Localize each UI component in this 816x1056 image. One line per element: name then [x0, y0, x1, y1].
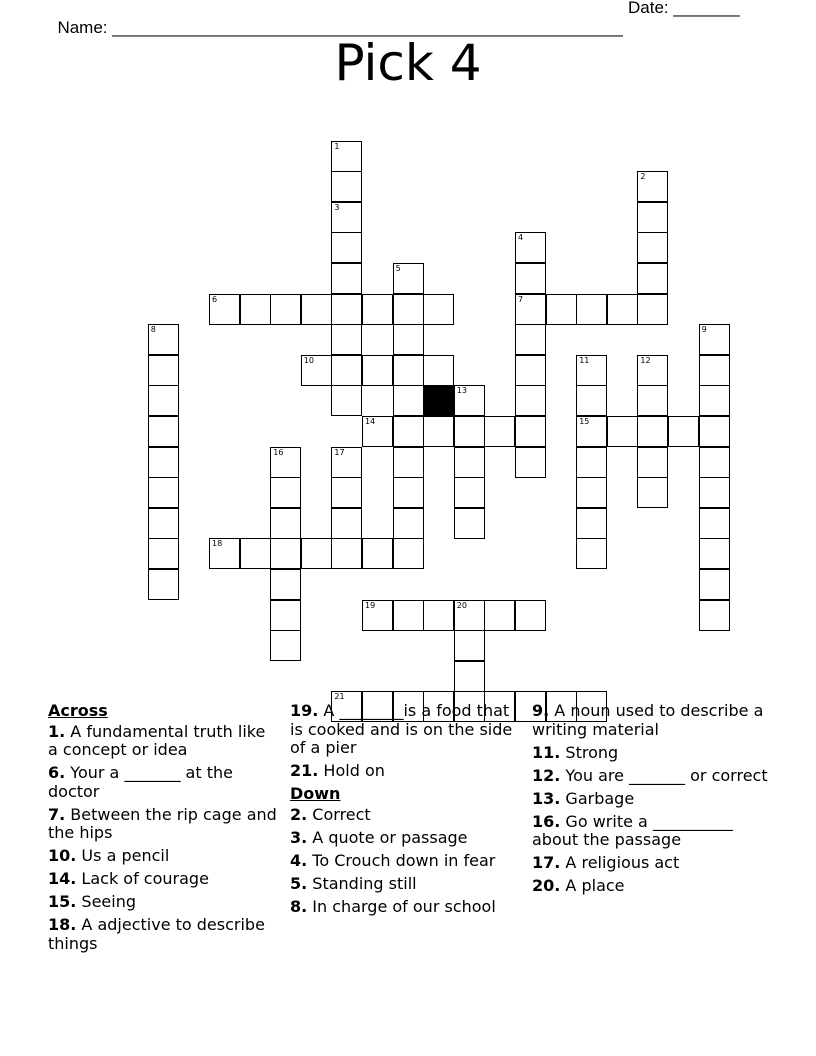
- crossword-cell[interactable]: [576, 416, 607, 447]
- clue-item: [290, 852, 526, 871]
- clue-item: [290, 702, 526, 758]
- crossword-cell[interactable]: [331, 385, 362, 416]
- crossword-cell[interactable]: [148, 508, 179, 539]
- crossword-cell[interactable]: [637, 294, 668, 325]
- crossword-cell[interactable]: [546, 294, 577, 325]
- clue-number: 2: [640, 172, 646, 182]
- crossword-cell[interactable]: [331, 538, 362, 569]
- crossword-cell[interactable]: [148, 385, 179, 416]
- crossword-cell[interactable]: [270, 538, 301, 569]
- clue-number: 6: [212, 294, 218, 304]
- crossword-cell[interactable]: [515, 385, 546, 416]
- crossword-cell[interactable]: [515, 263, 546, 294]
- clue-number-label: 5.: [290, 873, 308, 893]
- crossword-cell[interactable]: [576, 385, 607, 416]
- clue-number: 5: [395, 264, 401, 273]
- clue-text: Seeing: [76, 892, 137, 911]
- clue-text: A place: [560, 876, 625, 895]
- clue-number: 1: [334, 141, 340, 151]
- clue-text: Us a pencil: [76, 846, 170, 865]
- crossword-cell[interactable]: [393, 447, 424, 478]
- clue-number-label: 9.: [532, 701, 550, 720]
- clues-column-1: [48, 702, 280, 958]
- clue-text: Garbage: [560, 788, 635, 808]
- clue-number: 4: [518, 233, 524, 243]
- crossword-cell[interactable]: [331, 324, 362, 355]
- crossword-cell[interactable]: [393, 508, 424, 539]
- crossword-cell[interactable]: [515, 232, 546, 263]
- crossword-cell[interactable]: [454, 508, 485, 539]
- crossword-cell[interactable]: [699, 477, 730, 508]
- clue-number: 12: [640, 355, 651, 365]
- crossword-cell[interactable]: [423, 416, 454, 447]
- crossword-cell[interactable]: [637, 263, 668, 294]
- clue-item: [48, 916, 280, 953]
- clue-item: [290, 875, 526, 894]
- crossword-cell[interactable]: [331, 141, 362, 172]
- crossword-cell[interactable]: [699, 508, 730, 539]
- clue-text: Standing still: [307, 873, 417, 893]
- crossword-cell[interactable]: [454, 600, 485, 631]
- clue-item: [532, 854, 768, 873]
- clue-item: [48, 847, 280, 866]
- clue-text: Go write a __________ about the passage: [532, 811, 733, 849]
- crossword-cell[interactable]: [331, 171, 362, 202]
- clue-text: Between the rip cage and the hips: [48, 804, 277, 842]
- crossword-cell[interactable]: [515, 294, 546, 325]
- crossword-cell[interactable]: [423, 294, 454, 325]
- crossword-cell[interactable]: [270, 447, 301, 478]
- clue-number: 16: [273, 447, 284, 457]
- crossword-cell[interactable]: [699, 416, 730, 447]
- crossword-cell[interactable]: [331, 477, 362, 508]
- crossword-cell[interactable]: [576, 447, 607, 478]
- crossword-cell[interactable]: [637, 355, 668, 386]
- clue-item: [532, 744, 768, 763]
- crossword-cell[interactable]: [209, 294, 240, 325]
- crossword-cell[interactable]: [148, 355, 179, 386]
- crossword-cell[interactable]: [148, 569, 179, 600]
- crossword-cell[interactable]: [454, 447, 485, 478]
- crossword-cell[interactable]: [331, 508, 362, 539]
- clue-text: To Crouch down in fear: [307, 850, 496, 870]
- clue-item: [48, 893, 280, 912]
- crossword-cell[interactable]: [699, 447, 730, 478]
- clue-number: 7: [518, 294, 524, 304]
- crossword-cell[interactable]: [576, 355, 607, 386]
- crossword-cell[interactable]: [607, 294, 638, 325]
- crossword-cell[interactable]: [576, 477, 607, 508]
- clue-number-label: 10.: [48, 846, 77, 865]
- crossword-cell[interactable]: [423, 600, 454, 631]
- clue-item: [290, 806, 526, 825]
- crossword-cell[interactable]: [668, 416, 699, 447]
- clue-text: In charge of our school: [307, 896, 496, 916]
- crossword-cell[interactable]: [699, 355, 730, 386]
- clue-item: [48, 723, 280, 760]
- clue-item: [532, 813, 768, 850]
- clue-number-label: 15.: [48, 892, 77, 911]
- crossword-cell[interactable]: [393, 538, 424, 569]
- clue-number: 18: [212, 539, 223, 549]
- crossword-cell[interactable]: [301, 355, 332, 386]
- clue-text: A fundamental truth like a concept or idea: [48, 721, 266, 759]
- crossword-cell[interactable]: [637, 171, 668, 202]
- crossword-cell[interactable]: [362, 600, 393, 631]
- crossword-cell[interactable]: [270, 630, 301, 661]
- black-cell: [423, 385, 454, 416]
- clue-number: 13: [456, 386, 467, 396]
- crossword-cell[interactable]: [607, 416, 638, 447]
- clue-item: [532, 790, 768, 809]
- crossword-cell[interactable]: [331, 447, 362, 478]
- clue-text: A religious act: [560, 853, 680, 872]
- crossword-cell[interactable]: [331, 263, 362, 294]
- crossword-cell[interactable]: [637, 477, 668, 508]
- clue-number-label: 13.: [532, 788, 561, 808]
- clue-number-label: 8.: [290, 896, 308, 916]
- crossword-cell[interactable]: [393, 355, 424, 386]
- crossword-cell[interactable]: [148, 477, 179, 508]
- crossword-cell[interactable]: [637, 416, 668, 447]
- clues-column-3: [532, 702, 768, 900]
- crossword-cell[interactable]: [515, 416, 546, 447]
- clue-number: 19: [365, 600, 376, 610]
- crossword-cell[interactable]: [148, 416, 179, 447]
- clues-heading: Across: [48, 701, 108, 720]
- crossword-cell[interactable]: [270, 477, 301, 508]
- crossword-cell[interactable]: [699, 538, 730, 569]
- crossword-cell[interactable]: [240, 294, 271, 325]
- clue-item: [48, 806, 280, 843]
- clue-item: [48, 764, 280, 801]
- clue-text: A quote or passage: [307, 827, 468, 847]
- crossword-cell[interactable]: [454, 661, 485, 692]
- crossword-cell[interactable]: [454, 385, 485, 416]
- crossword-cell[interactable]: [515, 600, 546, 631]
- clue-text: A ________is a food that is cooked and is on the side of a pier: [290, 701, 513, 757]
- crossword-cell[interactable]: [393, 263, 424, 294]
- clue-number-label: 1.: [48, 721, 66, 741]
- date-field-label: Date: _______: [628, 0, 740, 17]
- clue-number-label: 7.: [48, 804, 66, 824]
- crossword-cell[interactable]: [637, 385, 668, 416]
- crossword-cell[interactable]: [209, 538, 240, 569]
- crossword-cell[interactable]: [576, 294, 607, 325]
- crossword-cell[interactable]: [362, 355, 393, 386]
- crossword-cell[interactable]: [515, 324, 546, 355]
- crossword-cell[interactable]: [515, 355, 546, 386]
- clue-number: 10: [303, 355, 314, 365]
- crossword-cell[interactable]: [362, 538, 393, 569]
- crossword-cell[interactable]: [699, 569, 730, 600]
- clue-item: [290, 898, 526, 917]
- clue-item: [532, 702, 768, 739]
- crossword-cell[interactable]: [331, 355, 362, 386]
- clue-item: [290, 829, 526, 848]
- crossword-cell[interactable]: [454, 416, 485, 447]
- clue-text: A adjective to describe things: [48, 915, 265, 953]
- crossword-cell[interactable]: [301, 294, 332, 325]
- crossword-cell[interactable]: [148, 324, 179, 355]
- clue-number: 15: [579, 417, 590, 426]
- name-field-label: Name: ______________________________________________________: [57, 18, 623, 37]
- clue-text: A noun used to describe a writing material: [532, 701, 764, 739]
- clue-item: [532, 767, 768, 786]
- crossword-cell[interactable]: [484, 416, 515, 447]
- clues-heading: Down: [290, 784, 341, 803]
- clue-number-label: 21.: [290, 761, 319, 780]
- clue-number: 21: [334, 692, 345, 702]
- clue-number: 3: [334, 202, 340, 212]
- clue-number-label: 18.: [48, 915, 77, 934]
- clue-item: [48, 870, 280, 889]
- clue-number-label: 14.: [48, 869, 77, 888]
- clue-number: 20: [456, 600, 467, 610]
- clue-number: 11: [579, 355, 590, 365]
- crossword-cell[interactable]: [393, 477, 424, 508]
- clue-number: 14: [365, 417, 376, 426]
- crossword-cell[interactable]: [515, 447, 546, 478]
- crossword-cell[interactable]: [637, 202, 668, 233]
- clue-text: Strong: [560, 742, 619, 762]
- clue-number-label: 4.: [290, 850, 308, 870]
- crossword-cell[interactable]: [637, 232, 668, 263]
- crossword-cell[interactable]: [331, 232, 362, 263]
- clue-item: [290, 762, 526, 781]
- crossword-cell[interactable]: [454, 477, 485, 508]
- clue-item: [532, 877, 768, 896]
- crossword-cell[interactable]: [270, 569, 301, 600]
- clue-number: 9: [701, 325, 707, 335]
- crossword-cell[interactable]: [484, 600, 515, 631]
- clue-number-label: 19.: [290, 701, 319, 720]
- crossword-cell[interactable]: [331, 294, 362, 325]
- clue-text: Correct: [307, 804, 371, 824]
- clue-number-label: 12.: [532, 765, 561, 785]
- crossword-cell[interactable]: [270, 600, 301, 631]
- clue-text: Hold on: [318, 761, 385, 780]
- clue-number-label: 2.: [290, 804, 308, 824]
- crossword-cell[interactable]: [699, 324, 730, 355]
- crossword-cell[interactable]: [637, 447, 668, 478]
- clue-number: 8: [150, 325, 156, 335]
- clue-number-label: 16.: [532, 811, 561, 831]
- clue-number: 17: [334, 447, 345, 457]
- crossword-cell[interactable]: [393, 385, 424, 416]
- crossword-cell[interactable]: [270, 508, 301, 539]
- crossword-cell[interactable]: [362, 416, 393, 447]
- clue-text: You are _______ or correct: [560, 765, 768, 785]
- crossword-cell[interactable]: [576, 538, 607, 569]
- clue-number-label: 17.: [532, 853, 561, 872]
- clue-text: Lack of courage: [76, 869, 209, 888]
- crossword-cell[interactable]: [699, 600, 730, 631]
- clue-number-label: 20.: [532, 876, 561, 895]
- crossword-cell[interactable]: [148, 538, 179, 569]
- crossword-cell[interactable]: [576, 508, 607, 539]
- crossword-cell[interactable]: [362, 294, 393, 325]
- crossword-cell[interactable]: [270, 294, 301, 325]
- crossword-cell[interactable]: [301, 538, 332, 569]
- crossword-cell[interactable]: [393, 600, 424, 631]
- crossword-cell[interactable]: [148, 447, 179, 478]
- crossword-cell[interactable]: [393, 324, 424, 355]
- crossword-cell[interactable]: [393, 416, 424, 447]
- page-title: Pick 4: [334, 34, 482, 92]
- crossword-cell[interactable]: [454, 630, 485, 661]
- crossword-cell[interactable]: [423, 355, 454, 386]
- crossword-cell[interactable]: [331, 202, 362, 233]
- clue-text: Your a _______ at the doctor: [48, 763, 233, 801]
- clue-number-label: 6.: [48, 763, 66, 782]
- clue-number-label: 3.: [290, 827, 308, 847]
- crossword-cell[interactable]: [699, 385, 730, 416]
- crossword-cell[interactable]: [393, 294, 424, 325]
- crossword-cell[interactable]: [240, 538, 271, 569]
- clues-column-2: [290, 702, 526, 921]
- clue-number-label: 11.: [532, 742, 561, 762]
